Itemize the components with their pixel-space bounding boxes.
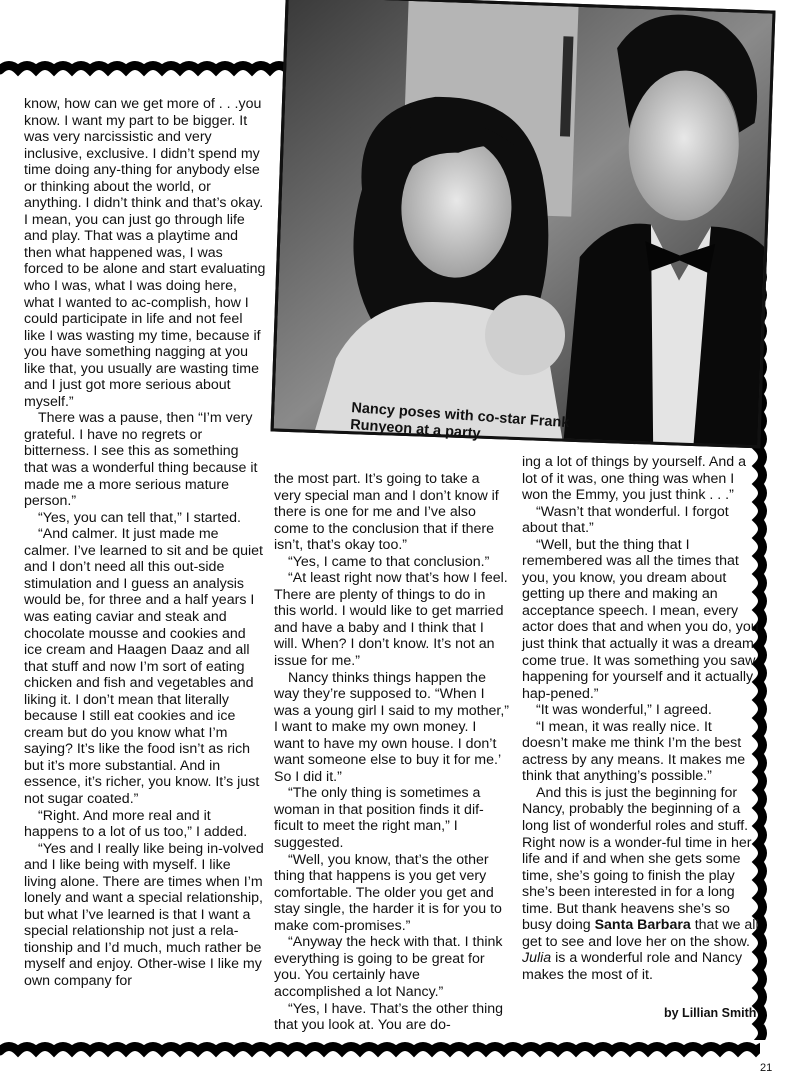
paragraph: “Yes, I came to that conclusion.” (288, 553, 490, 570)
text: that we all get to see and love her on the show. (522, 917, 759, 950)
paragraph: know, how can we get more of . . .you know. I want my part to be bigger. It was very narcissistic and very inclusive, exclusive. I didn’t spend my time doing any-thing for anybody else or thinking about the world, or anything. I didn’t think and that’s okay. I mean, you can just go through life and play. That was a playtime and then what happened was, I was forced to be alone and start evaluating who I was, what I was doing here, what I wanted to ac-complish, how I could participate in life and not feel like I was wasting my time, because if you have something nagging at you like that, you usually are wasting time and I just got more serious about myself.” (24, 96, 266, 410)
paragraph: “And calmer. It just made me calmer. I’ve learned to sit and be quiet and I don’t need all this out-side stimulation and I guess an analysis would be, for three and a half years I was eating caviar and steak and chocolate mousse and cookies and ice cream and Haagen Daaz and all that stuff and now I’m sort of eating chicken and fish and vegetables and liking it. I don’t mean that literally because I still eat cookies and ice cream but do you know what I’m saying? It’s like the food isn’t as rich but it’s more substantial. And in essence, it’s richer, you know. It’s just not sugar coated.” (24, 526, 263, 807)
column-2 (274, 471, 510, 1034)
paragraph: “Well, but the thing that I remembered was all the times that you, you know, you dream about getting up there and making an acceptance speech. I mean, every actor does that and when you do, you just think that actually it was a dream come true. It was something you saw happening for yourself and it actually hap-pened.” (522, 536, 759, 702)
paragraph: “I mean, it was really nice. It doesn’t make me think I’m the best actress by any means. It makes me think that anything’s possible.” (522, 718, 746, 785)
page-number: 21 (760, 1062, 773, 1074)
column-1 (24, 96, 266, 990)
paragraph: Nancy thinks things happen the way they’re supposed to. “When I was a young girl I said to my mother,” I want to make my own money. I want to have my own house. I don’t want someone else to buy it for me.’ So I did it.” (274, 669, 509, 785)
paragraph: ing a lot of things by yourself. And a lot of it was, one thing was when I won the Emmy, you just think . . .” (522, 454, 746, 504)
paragraph: “Yes, I have. That’s the other thing that you look at. You are do- (274, 1000, 504, 1034)
text: And this is just the beginning for Nancy, probably the beginning of a long list of wonderful roles and stuff. Right now is a wonder-ful time in her life and if and when she gets some time, she’s going to finish the play she’s been interested in for a long time. But thank heavens she’s so busy doing (522, 784, 752, 934)
paragraph: the most part. It’s going to take a very special man and I don’t know if there is one for me and I’ve also come to the conclusion that if there isn’t, that’s okay too.” (274, 471, 499, 554)
paragraph: “The only thing is sometimes a woman in that position finds it dif-ficult to meet the right man,” I suggested. (274, 785, 484, 852)
bottom-wavy-border (0, 1036, 760, 1060)
paragraph: “Anyway the heck with that. I think everything is going to be great for you. You certainly have accomplished a lot Nancy.” (274, 934, 503, 1000)
paragraph: “At least right now that’s how I feel. There are plenty of things to do in this world. I would like to get married and have a baby and I think that I will. When? I don’t know. It’s not an issue for me.” (274, 570, 508, 670)
role-name: Julia (522, 950, 552, 967)
show-title: Santa Barbara (594, 917, 691, 934)
paragraph: “Yes and I really like being in-volved and I like being with myself. I like living alone. There are times when I’m lonely and want a special relationship, but what I’ve learned is that I want a special relationship not just a rela-tionship and I’d much, much rather be myself and enjoy. Other-wise I like my own company for (24, 840, 264, 989)
paragraph: “Wasn’t that wonderful. I forgot about that.” (522, 503, 729, 537)
paragraph: “Well, you know, that’s the other thing that happens is you get very comfortable. The older you get and stay single, the harder it is for you to make com-promises.” (274, 851, 502, 934)
party-photo (271, 0, 776, 448)
paragraph: “Yes, you can tell that,” I started. (38, 509, 241, 526)
paragraph: “Right. And more real and it happens to a lot of us too,” I added. (24, 807, 248, 841)
text: is a wonderful role and Nancy makes the most of it. (522, 950, 743, 983)
closing-paragraph (522, 785, 760, 984)
paragraph: “It was wonderful,” I agreed. (536, 702, 712, 719)
column-3 (522, 454, 760, 984)
byline: by Lillian Smith (664, 1006, 757, 1020)
paragraph: There was a pause, then “I’m very grateful. I have no regrets or bitterness. I see this as something that was a wonderful thing because it made me a more serious mature person.” (24, 410, 258, 510)
top-wavy-border (0, 56, 330, 78)
photo-caption: Nancy poses with co-star Frank Runyeon at a party. (349, 400, 570, 443)
